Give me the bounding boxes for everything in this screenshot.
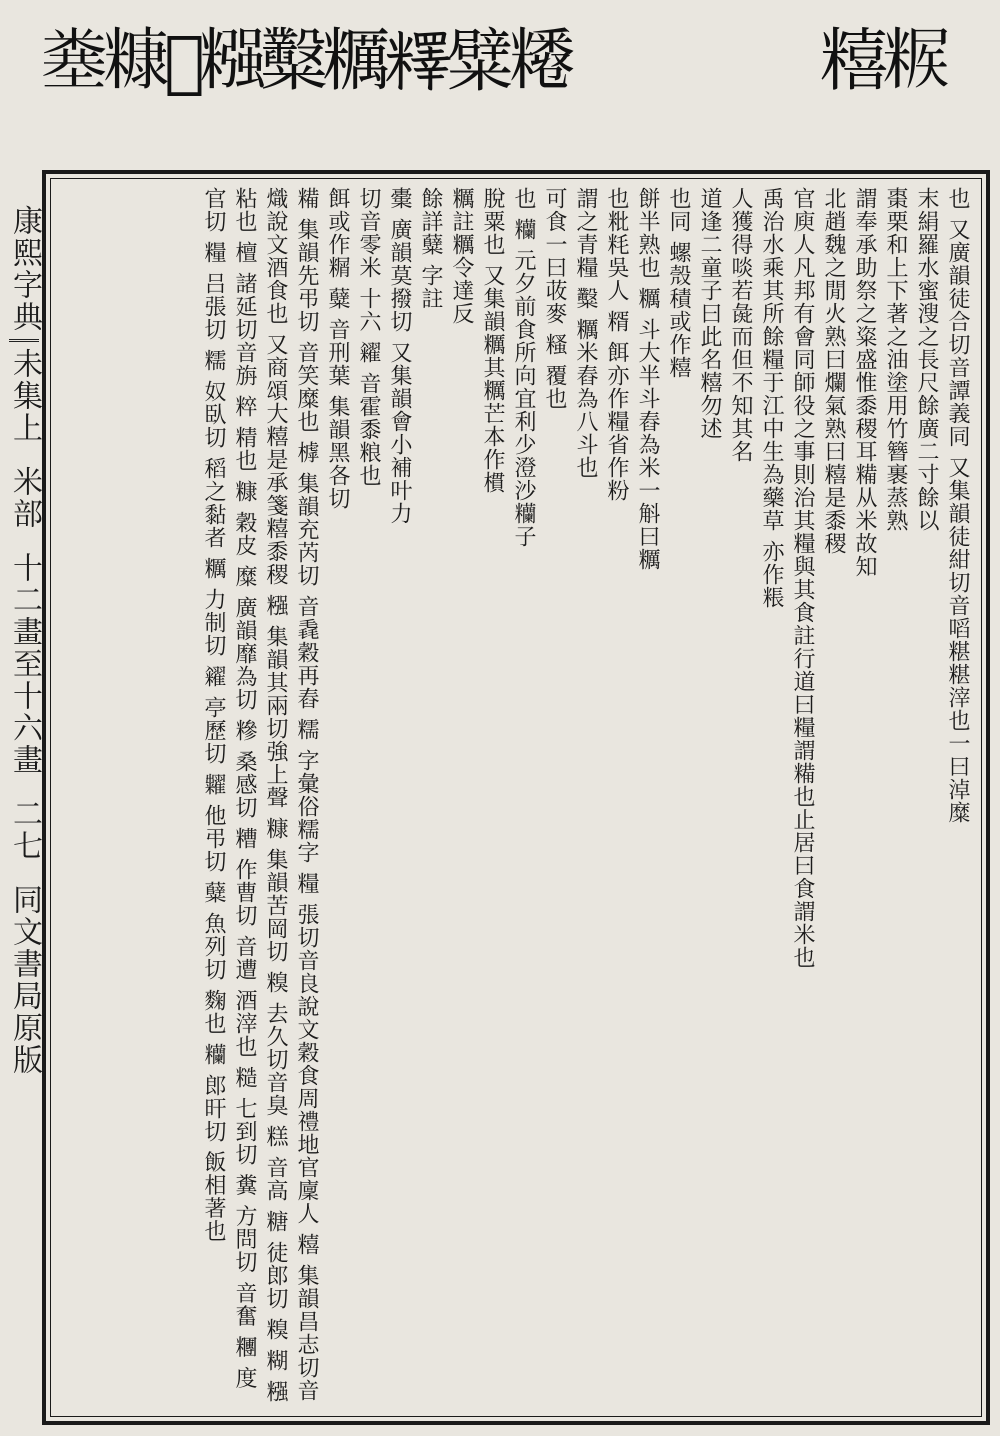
page-number: 二七 bbox=[7, 798, 42, 862]
text-column: 人獲得啖若彘而但不知其名 bbox=[728, 187, 753, 463]
text-column: 也粃粍吳人 糈 餌亦作糧省作粉 bbox=[604, 187, 629, 502]
text-column: 餘詳糵 字註 bbox=[418, 187, 443, 310]
dictionary-body bbox=[59, 187, 973, 1408]
text-column: 㯱 廣韻莫撥切 又集韻會小補叶力 bbox=[387, 187, 412, 525]
text-column: 棗栗和上下著之油塗用竹簪裹蒸熟 bbox=[883, 187, 908, 532]
book-title: 康熙字典 bbox=[7, 205, 42, 333]
text-column: 末絹羅水蜜溲之長尺餘廣二寸餘以 bbox=[914, 187, 939, 532]
text-column: 道逢二童子曰此名糦勿述 bbox=[697, 187, 722, 440]
radical-label: 米部 bbox=[7, 466, 42, 530]
publisher-label: 同文書局原版 bbox=[7, 884, 42, 1076]
margin-divider bbox=[9, 339, 39, 342]
stroke-range-label: 十二畫至十六畫 bbox=[7, 552, 42, 776]
text-column: 餌或作糏 糵 音刑葉 集韻黑各切 bbox=[325, 187, 350, 510]
text-column: 也 又廣韻徒合切音譚義同 又集韻徒紺切音㗖糂糂滓也一曰淖糜 bbox=[945, 187, 970, 824]
page-margin-column bbox=[6, 205, 42, 1420]
text-column: 也 糷 元夕前食所向宜利少澄沙糷子 bbox=[511, 187, 536, 548]
text-frame-inner bbox=[50, 178, 982, 1417]
volume-label: 未集上 bbox=[7, 348, 42, 444]
text-column: 可食一曰荍麥 糔 覆也 bbox=[542, 187, 567, 410]
text-column: 脫粟也 又集韻糲其糲芒本作樌 bbox=[480, 187, 505, 494]
dictionary-body-text: 糒 集韻先弔切 音笑糜也 㯉 集韻充芮切 音毳穀再舂 糯 字彙俗糯字 糧 張切音良說文穀食周禮地官廩人 糦 集韻昌志切音熾說文酒食也 又商頌大糦是承箋糦黍稷 糨 集韻其兩切強上聲 糠 集韻苦岡切 糗 去久切音臭 糕 音高 糖 徒郎切 糗 糊 糨 粘也 檀 諸延切音旃 粹 精也 糠 穀皮 糜 廣韻靡為切 糝 桑感切 糟 作曹切 音遭 酒滓也 糙 七到切 糞 方問切 音奮 糰 度官切 糧 吕張切 糯 奴臥切 稻之黏者 糲 力制切 糴 亭歷切 糶 他弔切 糵 魚列切 麴也 糷 郎旰切 飯相著也 bbox=[201, 187, 319, 1403]
seal-characters-right: 糦𥺶 bbox=[820, 22, 945, 101]
text-column: 糲註糲令達反 bbox=[449, 187, 474, 325]
text-column: 禹治水乘其所餘糧于江中生為藥草 亦作粻 bbox=[759, 187, 784, 609]
text-column: 餅半熟也 糲 斗大半斗舂為米一斛曰糲 bbox=[635, 187, 660, 571]
text-column: 切音零米 十六 糴 音霍黍粮也 bbox=[356, 187, 381, 487]
text-column: 謂之青糧 糳 糲米舂為八斗也 bbox=[573, 187, 598, 479]
seal-script-band bbox=[0, 0, 1000, 160]
text-column: 謂奉承助祭之粢盛惟黍稷耳糒从米故知 bbox=[852, 187, 877, 578]
text-column: 官庾人凡邦有會同師役之事則治其糧與其食註行道曰糧謂糒也止居曰食謂米也 bbox=[790, 187, 815, 969]
text-frame bbox=[42, 170, 990, 1425]
seal-characters-left: 𥻎糠𥼵糨 bbox=[40, 22, 261, 101]
seal-characters-middle: 糳糲𥼶糪𥽊 bbox=[260, 22, 571, 101]
text-column: 北趙魏之閒火熟曰爛氣熟曰糦是黍稷 bbox=[821, 187, 846, 555]
text-column: 也同 螺殼積或作糦 bbox=[666, 187, 691, 379]
